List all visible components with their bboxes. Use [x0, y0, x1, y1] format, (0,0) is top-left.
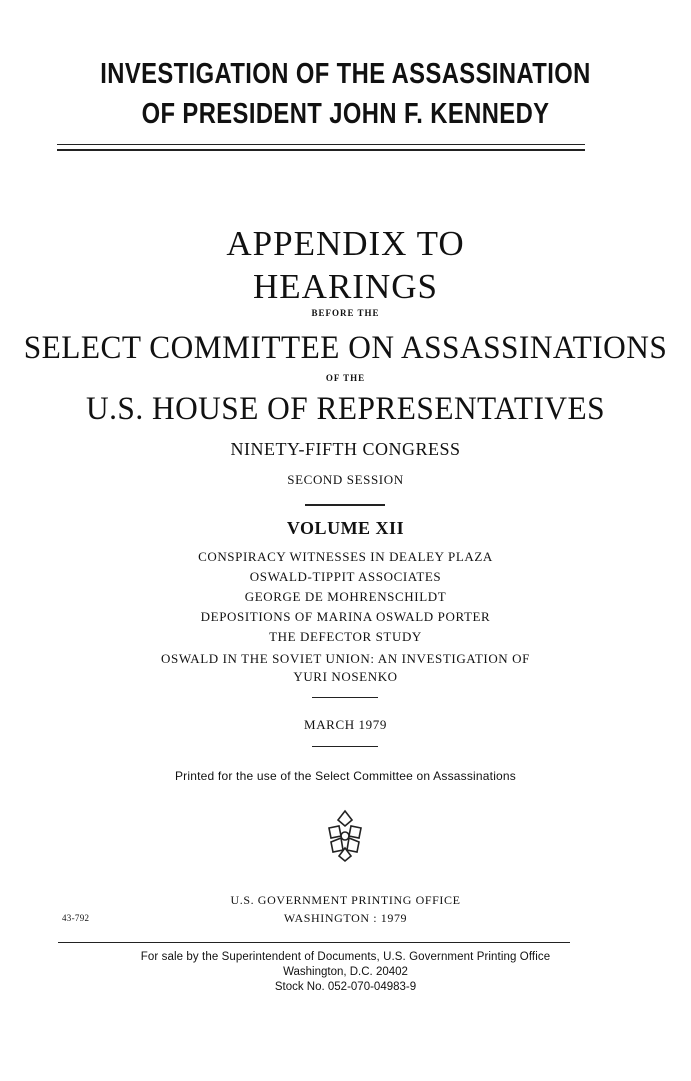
contents-item: THE DEFECTOR STUDY	[269, 629, 422, 644]
committee-heading: SELECT COMMITTEE ON ASSASSINATIONS	[23, 330, 668, 366]
printer-city: WASHINGTON : 1979	[283, 911, 408, 925]
print-code: 43-792	[62, 913, 90, 923]
house-heading: U.S. HOUSE OF REPRESENTATIVES	[85, 391, 606, 427]
date-label: MARCH 1979	[304, 717, 387, 732]
sale-rule	[58, 942, 570, 943]
printer-office: U.S. GOVERNMENT PRINTING OFFICE	[230, 893, 461, 907]
divider-rule	[305, 504, 385, 506]
contents-item: OSWALD IN THE SOVIET UNION: AN INVESTIGATION OF	[161, 651, 530, 666]
session-label: SECOND SESSION	[287, 472, 404, 487]
title-rule-top	[57, 144, 585, 145]
congress-label: NINETY-FIFTH CONGRESS	[230, 439, 461, 459]
contents-item: GEORGE DE MOHRENSCHILDT	[244, 589, 447, 604]
divider-rule	[312, 746, 378, 747]
document-title-line2: OF PRESIDENT JOHN F. KENNEDY	[141, 98, 550, 130]
gpo-emblem-icon	[319, 808, 371, 864]
contents-item: YURI NOSENKO	[293, 669, 398, 684]
before-the-label: BEFORE THE	[311, 308, 380, 318]
document-title-line1: INVESTIGATION OF THE ASSASSINATION	[100, 58, 591, 90]
sale-notice-line2: Washington, D.C. 20402	[283, 966, 408, 978]
appendix-heading: APPENDIX TO	[226, 224, 465, 263]
contents-item: CONSPIRACY WITNESSES IN DEALEY PLAZA	[198, 549, 493, 564]
contents-item: OSWALD-TIPPIT ASSOCIATES	[249, 569, 442, 584]
divider-rule	[312, 697, 378, 698]
sale-notice-line1: For sale by the Superintendent of Documents, U.S. Government Printing Office	[140, 951, 551, 963]
printed-for-note: Printed for the use of the Select Committee on Assassinations	[174, 769, 517, 783]
volume-label: VOLUME XII	[286, 518, 405, 538]
title-rule-bottom	[57, 149, 585, 151]
contents-item: DEPOSITIONS OF MARINA OSWALD PORTER	[200, 609, 491, 624]
of-the-label: OF THE	[325, 373, 366, 383]
stock-number: Stock No. 052-070-04983-9	[274, 981, 417, 993]
hearings-heading: HEARINGS	[253, 267, 438, 306]
